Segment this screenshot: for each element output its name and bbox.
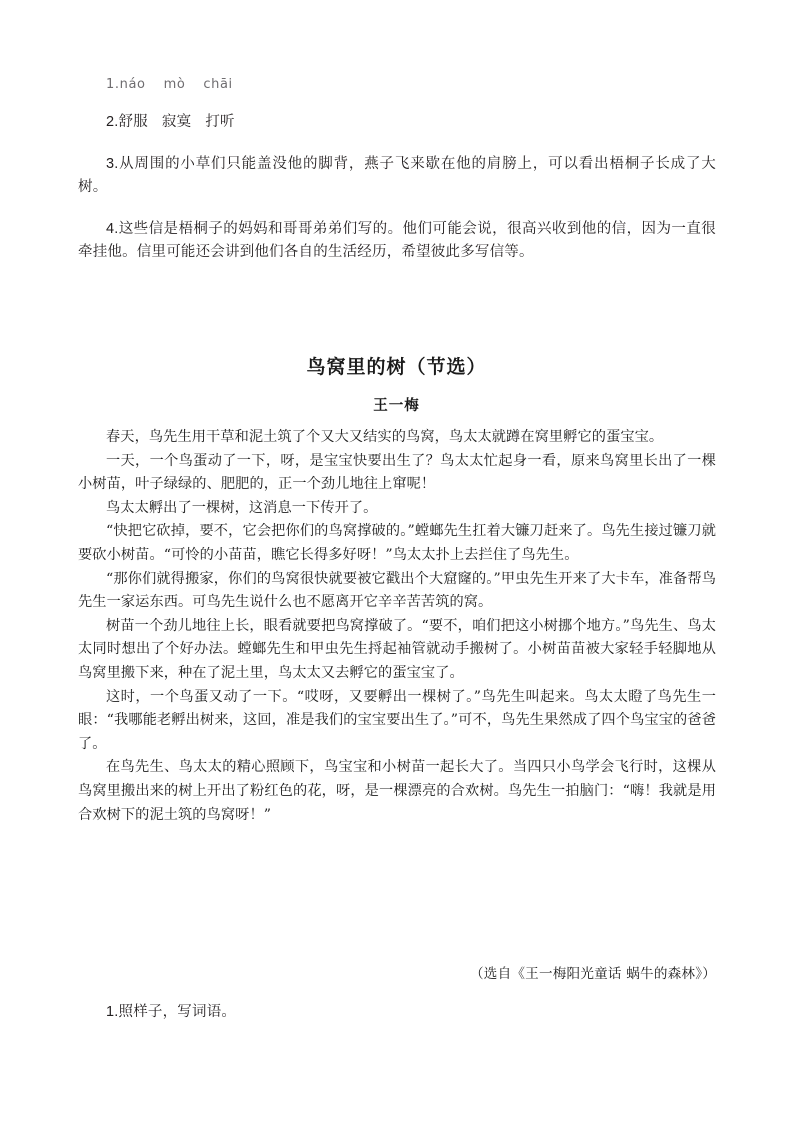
answer-item-2-number: 2. [106,114,119,131]
answer-item-2 [78,111,716,134]
passage-source-attribution: （选自《王一梅阳光童话 蜗牛的森林》） [469,966,716,982]
passage-paragraph: “那你们就得搬家，你们的鸟窝很快就要被它戳出个大窟窿的。”甲虫先生开来了大卡车，准备帮鸟先生一家运东西。可鸟先生说什么也不愿离开它辛辛苦苦筑的窝。 [78,570,716,611]
pinyin-word-2: mò [163,77,186,92]
answer-item-4: 4.这些信是梧桐子的妈妈和哥哥弟弟们写的。他们可能会说，很高兴收到他的信，因为一直很牵挂他。信里可能还会讲到他们各自的生活经历，希望彼此多写信等。 [78,220,716,260]
passage-paragraph: 树苗一个劲儿地往上长，眼看就要把鸟窝撑破了。“要不，咱们把这小树挪个地方。”鸟先生、鸟太太同时想出了个好办法。螳螂先生和甲虫先生捋起袖管就动手搬树了。小树苗苗被大家轻手轻脚地从鸟窝里搬下来，种在了泥土里，鸟太太又去孵它的蛋宝宝了。 [78,617,716,681]
passage-title: 鸟窝里的树（节选） [306,357,487,378]
passage-paragraph: 春天，鸟先生用干草和泥土筑了个又大又结实的鸟窝，鸟太太就蹲在窝里孵它的蛋宝宝。 [106,429,664,445]
answer-word-3: 打听 [205,114,235,131]
answer-item-3: 3.从周围的小草们只能盖没他的脚背，燕子飞来歇在他的肩膀上，可以看出梧桐子长成了大树。 [78,155,716,196]
passage-paragraph: “快把它砍掉，要不，它会把你们的鸟窝撑破的。”螳螂先生扛着大镰刀赶来了。鸟先生接过镰刀就要砍小树苗。“可怜的小苗苗，瞧它长得多好呀！”鸟太太扑上去拦住了鸟先生。 [78,523,716,563]
answer-item-1-number: 1. [106,77,120,92]
passage-paragraph: 这时，一个鸟蛋又动了一下。“哎呀，又要孵出一棵树了。”鸟先生叫起来。鸟太太瞪了鸟先生一眼：“我哪能老孵出树来，这回，准是我们的宝宝要出生了。”可不，鸟先生果然成了四个鸟宝宝的爸爸了。 [78,688,716,752]
pinyin-word-3: chāi [203,77,233,92]
passage-paragraph: 一天，一个鸟蛋动了一下，呀，是宝宝快要出生了？鸟太太忙起身一看，原来鸟窝里长出了一棵小树苗，叶子绿绿的、肥肥的，正一个劲儿地往上窜呢！ [78,452,716,493]
answer-word-2: 寂寞 [161,114,192,131]
answer-item-1-pinyin [78,74,716,95]
answer-key-section [78,74,716,278]
passage-paragraph: 在鸟先生、鸟太太的精心照顾下，鸟宝宝和小树苗一起长大了。当四只小鸟学会飞行时，这棵从鸟窝里搬出来的树上开出了粉红色的花，呀，是一棵漂亮的合欢树。鸟先生一拍脑门：“嗨！我就是用合欢树下的泥土筑的鸟窝呀！” [78,759,716,823]
passage-author: 王一梅 [373,398,420,414]
answer-word-1: 舒服 [118,114,148,131]
pinyin-word-1: náo [119,77,146,92]
passage-body [78,426,716,827]
exercise-question-1: 1.照样子，写词语。 [106,1004,237,1020]
passage-paragraph: 鸟太太孵出了一棵树，这消息一下传开了。 [106,499,378,516]
